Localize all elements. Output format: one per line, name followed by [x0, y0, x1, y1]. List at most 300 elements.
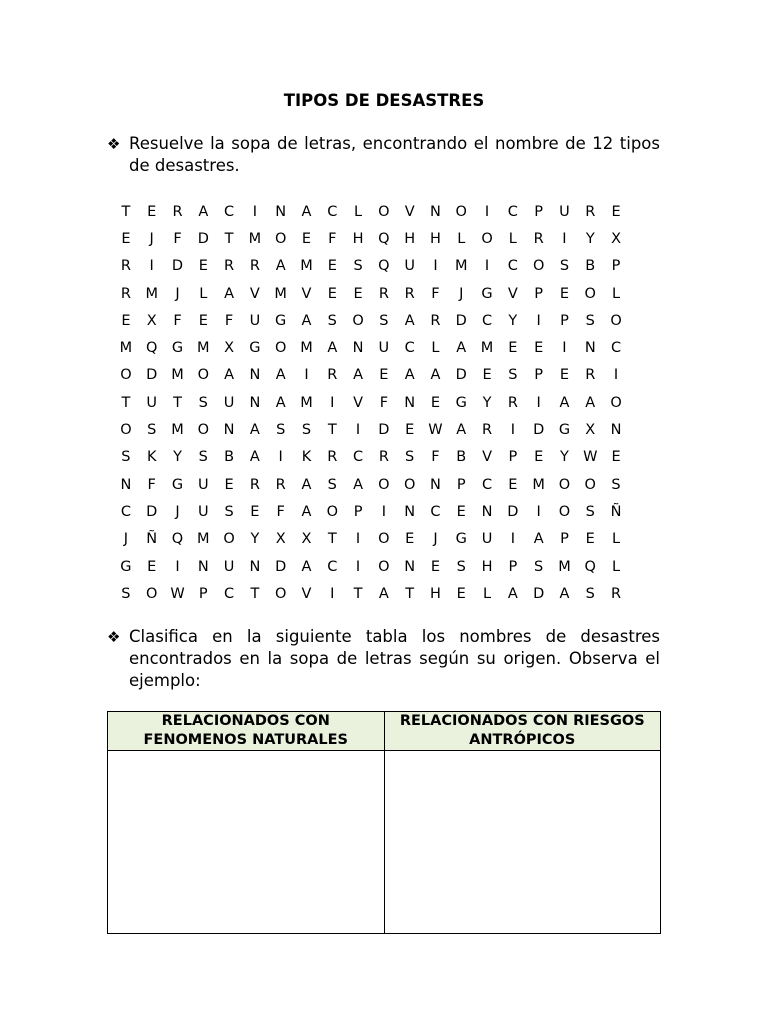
grid-letter: R — [585, 367, 596, 384]
grid-letter: Ñ — [610, 503, 622, 520]
grid-letter: N — [197, 558, 209, 575]
grid-letter: I — [484, 203, 490, 220]
grid-letter: R — [327, 367, 338, 384]
grid-letter: O — [274, 340, 287, 357]
grid-letter: F — [224, 312, 234, 329]
grid-letter: I — [330, 585, 335, 602]
grid-letter: R — [224, 258, 235, 275]
instruction-1-text: Resuelve la sopa de letras, encontrando el nombre de 12 tipos de desastres. — [129, 134, 660, 175]
grid-letter: E — [147, 203, 157, 220]
grid-letter: M — [558, 558, 571, 575]
grid-letter: V — [482, 449, 493, 466]
grid-letter: V — [301, 585, 312, 602]
grid-letter: S — [534, 558, 544, 575]
table-header-row — [108, 712, 661, 751]
grid-letter: I — [381, 503, 386, 520]
grid-letter: U — [197, 476, 209, 493]
grid-letter: J — [459, 285, 464, 302]
grid-letter: D — [146, 503, 158, 520]
grid-letter: A — [456, 422, 467, 439]
grid-letter: A — [275, 394, 286, 411]
grid-letter: W — [428, 422, 443, 439]
grid-letter: J — [123, 531, 129, 548]
grid-letter: E — [301, 230, 312, 247]
grid-letter: T — [353, 585, 363, 602]
grid-letter: I — [355, 558, 361, 575]
grid-letter: G — [171, 340, 184, 357]
grid-letter: T — [121, 394, 131, 411]
grid-letter: S — [379, 312, 389, 329]
grid-letter: F — [328, 230, 337, 247]
cell-natural[interactable] — [108, 751, 385, 934]
grid-letter: C — [224, 585, 235, 602]
grid-letter: P — [456, 476, 466, 493]
grid-letter: S — [301, 422, 312, 439]
grid-row — [113, 526, 656, 553]
grid-letter: M — [248, 230, 262, 247]
grid-letter: U — [223, 558, 235, 575]
grid-letter: S — [508, 367, 518, 384]
grid-letter: C — [404, 340, 415, 357]
grid-letter: E — [482, 367, 492, 384]
grid-letter: N — [584, 340, 596, 357]
grid-letter: N — [249, 558, 261, 575]
grid-row — [113, 553, 656, 580]
grid-letter: O — [197, 367, 209, 384]
grid-letter: D — [197, 230, 209, 247]
grid-letter: E — [353, 285, 363, 302]
grid-letter: C — [481, 476, 493, 493]
grid-letter: B — [585, 258, 596, 275]
grid-letter: A — [249, 449, 260, 466]
grid-letter: A — [249, 422, 260, 439]
grid-letter: W — [583, 449, 598, 466]
grid-letter: J — [433, 531, 438, 548]
grid-letter: C — [327, 203, 338, 220]
grid-row — [113, 580, 656, 607]
grid-letter: C — [507, 258, 518, 275]
grid-letter: O — [145, 585, 158, 602]
grid-letter: O — [326, 503, 338, 520]
grid-letter: X — [146, 312, 157, 329]
grid-letter: E — [611, 203, 621, 220]
grid-letter: G — [455, 531, 467, 548]
grid-letter: O — [455, 203, 467, 220]
grid-letter: U — [223, 394, 235, 411]
grid-letter: E — [147, 558, 157, 575]
grid-letter: E — [508, 476, 518, 493]
grid-letter: U — [378, 340, 390, 357]
grid-letter: A — [327, 340, 338, 357]
grid-letter: R — [378, 449, 389, 466]
grid-letter: C — [507, 203, 518, 220]
grid-letter: S — [585, 503, 595, 520]
grid-letter: I — [330, 394, 335, 411]
grid-letter: E — [456, 585, 466, 602]
grid-letter: P — [560, 531, 569, 548]
grid-letter: E — [405, 531, 415, 548]
grid-letter: S — [405, 449, 415, 466]
grid-letter: Y — [482, 394, 492, 411]
grid-letter: N — [120, 476, 132, 493]
grid-letter: E — [405, 422, 415, 439]
grid-letter: E — [611, 449, 621, 466]
grid-letter: S — [198, 449, 208, 466]
grid-letter: F — [147, 476, 156, 493]
grid-letter: S — [121, 449, 131, 466]
grid-letter: S — [585, 585, 595, 602]
grid-letter: O — [223, 531, 235, 548]
grid-letter: E — [534, 340, 544, 357]
grid-letter: T — [327, 531, 337, 548]
grid-letter: P — [534, 367, 544, 384]
grid-letter: E — [121, 230, 131, 247]
grid-row — [113, 225, 656, 252]
grid-letter: R — [172, 203, 183, 220]
grid-letter: O — [584, 476, 596, 493]
grid-row — [113, 362, 656, 389]
grid-letter: R — [378, 285, 389, 302]
grid-letter: N — [610, 422, 622, 439]
grid-letter: S — [327, 312, 337, 329]
grid-letter: R — [507, 394, 518, 411]
grid-letter: P — [534, 285, 544, 302]
grid-row — [113, 498, 656, 525]
grid-letter: J — [175, 285, 180, 302]
grid-letter: I — [355, 531, 361, 548]
grid-letter: I — [613, 367, 619, 384]
grid-letter: O — [120, 367, 132, 384]
grid-letter: S — [276, 422, 286, 439]
grid-letter: X — [611, 230, 621, 247]
grid-letter: L — [483, 585, 492, 602]
grid-letter: A — [404, 312, 415, 329]
table-body-row — [108, 751, 661, 934]
grid-row — [113, 253, 656, 280]
header-anthropic: RELACIONADOS CON RIESGOS ANTRÓPICOS — [384, 712, 661, 751]
grid-letter: E — [430, 558, 441, 575]
word-search-grid — [113, 198, 656, 607]
grid-letter: R — [120, 258, 131, 275]
grid-letter: M — [300, 394, 313, 411]
grid-letter: P — [611, 258, 621, 275]
grid-letter: E — [327, 258, 337, 275]
grid-letter: U — [481, 531, 493, 548]
grid-letter: B — [456, 449, 467, 466]
grid-letter: V — [353, 394, 364, 411]
grid-letter: O — [610, 312, 622, 329]
grid-row — [113, 198, 656, 225]
grid-letter: S — [559, 258, 570, 275]
grid-letter: R — [327, 449, 338, 466]
grid-letter: A — [430, 367, 441, 384]
grid-letter: A — [301, 558, 312, 575]
grid-letter: N — [404, 558, 416, 575]
instruction-2-text: Clasifica en la siguiente tabla los nombres de desastres encontrados en la sopa de letras según su origen. Observa el ejemplo: — [129, 627, 660, 690]
grid-letter: I — [562, 230, 567, 247]
grid-letter: N — [249, 394, 261, 411]
grid-letter: O — [558, 503, 571, 520]
grid-letter: E — [379, 367, 389, 384]
grid-letter: I — [536, 394, 541, 411]
grid-letter: A — [378, 585, 389, 602]
grid-letter: I — [510, 531, 515, 548]
grid-letter: A — [353, 367, 364, 384]
grid-letter: R — [249, 258, 260, 275]
header-natural: RELACIONADOS CON FENOMENOS NATURALES — [108, 712, 385, 751]
grid-letter: J — [175, 503, 180, 520]
grid-letter: C — [327, 558, 338, 575]
grid-letter: O — [120, 422, 132, 439]
grid-row — [113, 471, 656, 498]
grid-letter: U — [197, 503, 209, 520]
grid-row — [113, 444, 656, 471]
grid-letter: S — [611, 476, 621, 493]
grid-letter: J — [149, 230, 154, 247]
grid-letter: Y — [250, 531, 260, 548]
grid-letter: M — [300, 340, 313, 357]
grid-letter: I — [536, 312, 541, 329]
grid-letter: A — [301, 476, 312, 493]
grid-letter: O — [532, 258, 545, 275]
grid-letter: O — [558, 476, 571, 493]
grid-row — [113, 389, 656, 416]
grid-letter: T — [405, 585, 415, 602]
grid-letter: G — [120, 558, 132, 575]
bullet-diamond-icon: ❖ — [107, 135, 121, 153]
grid-letter: M — [274, 285, 287, 302]
instruction-2 — [107, 626, 660, 692]
grid-letter: G — [455, 394, 467, 411]
grid-letter: T — [250, 585, 260, 602]
grid-row — [113, 416, 656, 443]
grid-letter: D — [378, 422, 390, 439]
grid-letter: A — [533, 531, 544, 548]
grid-letter: V — [507, 285, 518, 302]
grid-letter: O — [481, 230, 493, 247]
grid-letter: A — [456, 340, 467, 357]
grid-letter: A — [198, 203, 209, 220]
grid-letter: A — [559, 585, 570, 602]
grid-letter: A — [585, 394, 596, 411]
grid-letter: H — [430, 585, 441, 602]
grid-letter: Y — [560, 449, 569, 466]
grid-letter: G — [171, 476, 184, 493]
grid-letter: A — [224, 285, 235, 302]
grid-letter: H — [481, 558, 493, 575]
grid-letter: E — [430, 394, 441, 411]
grid-letter: X — [301, 531, 312, 548]
grid-letter: V — [301, 285, 312, 302]
grid-letter: R — [533, 230, 544, 247]
grid-letter: A — [353, 476, 364, 493]
grid-letter: E — [559, 367, 570, 384]
grid-letter: M — [145, 285, 158, 302]
grid-letter: E — [224, 476, 234, 493]
grid-letter: C — [430, 503, 441, 520]
grid-row — [113, 280, 656, 307]
grid-letter: F — [431, 449, 440, 466]
grid-letter: T — [327, 422, 337, 439]
grid-letter: A — [404, 367, 415, 384]
grid-letter: Y — [508, 312, 518, 329]
grid-letter: I — [484, 258, 490, 275]
grid-letter: Q — [584, 558, 596, 575]
grid-letter: L — [611, 558, 621, 575]
grid-letter: O — [378, 203, 390, 220]
grid-letter: U — [249, 312, 261, 329]
grid-letter: E — [585, 531, 595, 548]
grid-letter: L — [354, 203, 363, 220]
grid-letter: C — [353, 449, 364, 466]
grid-letter: N — [223, 422, 235, 439]
grid-letter: Q — [145, 340, 158, 357]
grid-letter: D — [171, 258, 184, 275]
grid-row — [113, 307, 656, 334]
grid-letter: O — [197, 422, 209, 439]
grid-letter: I — [304, 367, 309, 384]
grid-letter: O — [352, 312, 364, 329]
grid-letter: C — [610, 340, 622, 357]
grid-letter: A — [301, 503, 312, 520]
grid-letter: E — [121, 312, 131, 329]
classification-table — [107, 711, 661, 934]
grid-letter: I — [433, 258, 438, 275]
grid-letter: V — [404, 203, 415, 220]
grid-letter: V — [249, 285, 260, 302]
grid-letter: N — [481, 503, 493, 520]
grid-letter: X — [275, 531, 286, 548]
grid-letter: H — [430, 230, 441, 247]
grid-letter: R — [611, 585, 622, 602]
grid-letter: S — [198, 394, 208, 411]
grid-letter: K — [301, 449, 312, 466]
grid-letter: S — [327, 476, 337, 493]
grid-letter: A — [275, 367, 286, 384]
grid-letter: M — [171, 422, 184, 439]
grid-letter: A — [301, 203, 312, 220]
grid-letter: R — [404, 285, 415, 302]
grid-letter: P — [508, 558, 518, 575]
grid-letter: C — [120, 503, 131, 520]
grid-letter: H — [352, 230, 364, 247]
grid-letter: D — [275, 558, 287, 575]
grid-letter: H — [404, 230, 416, 247]
grid-letter: I — [355, 422, 361, 439]
grid-letter: O — [584, 285, 596, 302]
grid-letter: P — [560, 312, 569, 329]
grid-letter: R — [585, 203, 596, 220]
grid-letter: E — [250, 503, 260, 520]
grid-letter: K — [146, 449, 157, 466]
grid-letter: M — [455, 258, 468, 275]
grid-letter: O — [378, 558, 390, 575]
grid-letter: S — [585, 312, 595, 329]
grid-letter: I — [536, 503, 541, 520]
grid-letter: B — [224, 449, 235, 466]
grid-letter: E — [508, 340, 518, 357]
grid-letter: S — [147, 422, 157, 439]
grid-letter: R — [482, 422, 493, 439]
grid-letter: F — [173, 312, 182, 329]
grid-letter: O — [274, 230, 287, 247]
grid-letter: N — [352, 340, 364, 357]
grid-letter: A — [224, 367, 235, 384]
grid-letter: R — [249, 476, 260, 493]
grid-letter: A — [275, 258, 286, 275]
grid-letter: N — [404, 394, 416, 411]
grid-letter: U — [559, 203, 570, 220]
grid-letter: O — [610, 394, 622, 411]
bullet-diamond-icon: ❖ — [107, 628, 121, 646]
grid-letter: T — [121, 203, 131, 220]
grid-letter: O — [403, 476, 416, 493]
grid-letter: R — [275, 476, 286, 493]
grid-letter: I — [175, 558, 180, 575]
grid-letter: Q — [378, 258, 390, 275]
grid-letter: S — [353, 258, 363, 275]
grid-letter: I — [510, 422, 515, 439]
grid-letter: D — [455, 367, 467, 384]
grid-letter: Y — [585, 230, 595, 247]
grid-letter: U — [404, 258, 415, 275]
grid-letter: N — [275, 203, 287, 220]
grid-letter: Ñ — [146, 531, 158, 548]
grid-letter: N — [404, 503, 416, 520]
grid-letter: E — [534, 449, 544, 466]
grid-letter: E — [559, 285, 570, 302]
instruction-1 — [107, 133, 660, 177]
grid-letter: M — [197, 340, 210, 357]
grid-letter: O — [378, 476, 390, 493]
grid-letter: A — [559, 394, 570, 411]
grid-letter: M — [119, 340, 133, 357]
grid-letter: A — [507, 585, 518, 602]
grid-letter: Y — [173, 449, 182, 466]
grid-letter: L — [611, 531, 621, 548]
grid-letter: S — [121, 585, 131, 602]
grid-letter: M — [171, 367, 184, 384]
grid-letter: O — [378, 531, 390, 548]
grid-letter: C — [481, 312, 493, 329]
grid-letter: X — [224, 340, 235, 357]
grid-letter: Q — [378, 230, 390, 247]
grid-letter: P — [508, 449, 518, 466]
grid-letter: N — [430, 476, 441, 493]
cell-anthropic[interactable] — [384, 751, 661, 934]
grid-letter: T — [224, 230, 234, 247]
grid-letter: I — [278, 449, 283, 466]
grid-letter: T — [173, 394, 182, 411]
grid-letter: U — [146, 394, 157, 411]
grid-letter: M — [480, 340, 494, 357]
grid-letter: G — [249, 340, 261, 357]
grid-letter: L — [508, 230, 517, 247]
grid-letter: D — [533, 422, 545, 439]
grid-letter: P — [534, 203, 544, 220]
grid-letter: E — [327, 285, 337, 302]
grid-letter: L — [457, 230, 466, 247]
grid-letter: G — [558, 422, 571, 439]
grid-row — [113, 334, 656, 361]
grid-letter: R — [120, 285, 131, 302]
grid-letter: M — [300, 258, 313, 275]
grid-letter: N — [249, 367, 261, 384]
grid-letter: E — [198, 312, 208, 329]
grid-letter: M — [532, 476, 545, 493]
grid-letter: D — [533, 585, 545, 602]
grid-letter: F — [431, 285, 440, 302]
